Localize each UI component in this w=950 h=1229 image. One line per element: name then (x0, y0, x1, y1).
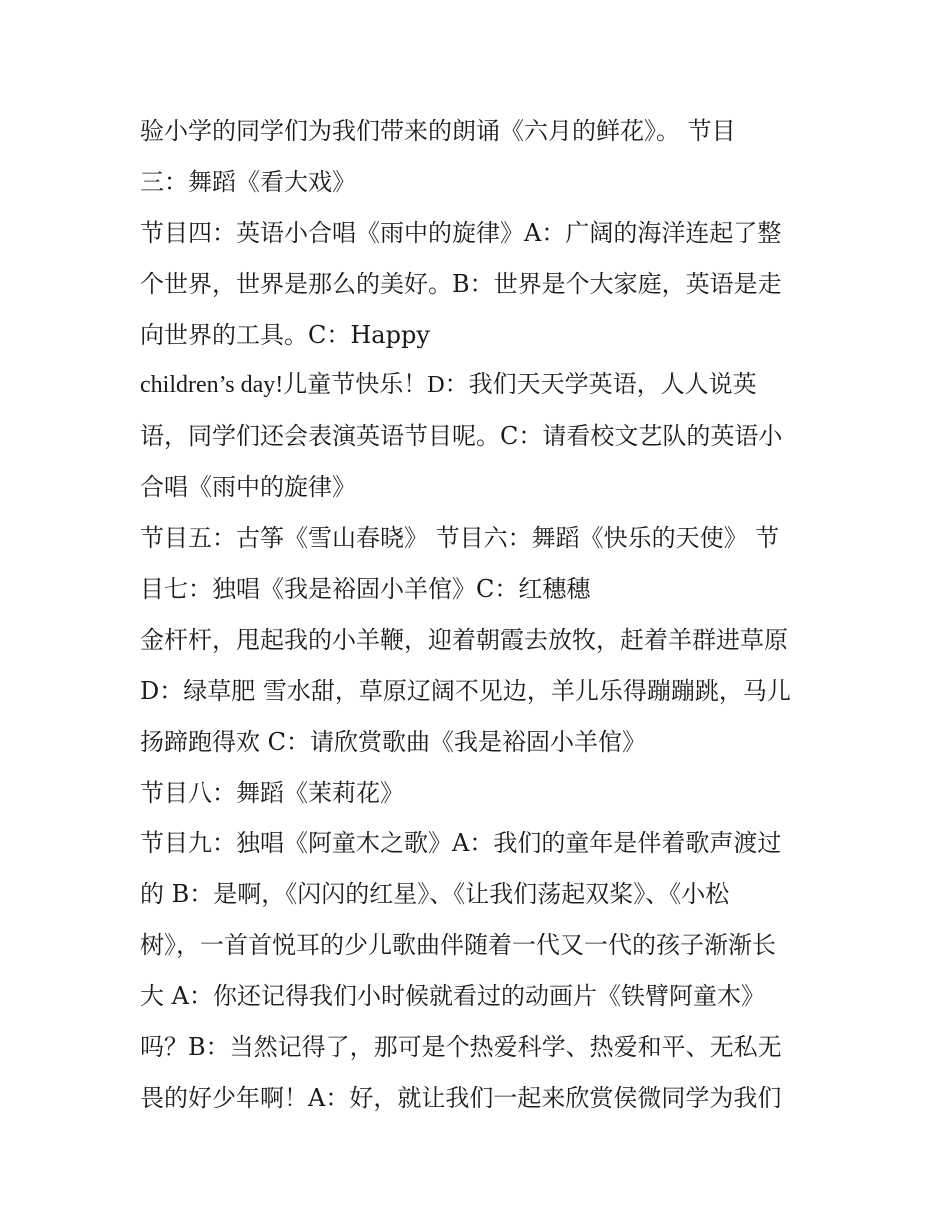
text-line-20: 畏的好少年啊！A：好，就让我们一起来欣赏侯微同学为我们 (140, 1083, 782, 1112)
text-line-8: 合唱《雨中的旋律》 (140, 473, 356, 502)
text-line-2: 三：舞蹈《看大戏》 (140, 167, 356, 196)
text-line-5: 向世界的工具。C：Happy (140, 320, 430, 349)
text-line-15: 节目九：独唱《阿童木之歌》A：我们的童年是伴着歌声渡过 (140, 829, 782, 858)
text-line-10: 目七：独唱《我是裕固小羊倌》C：红穗穗 (140, 575, 591, 604)
text-line-7: 语，同学们还会表演英语节目呢。C：请看校文艺队的英语小 (140, 422, 783, 451)
text-line-19: 吗？B：当然记得了，那可是个热爱科学、热爱和平、无私无 (140, 1033, 782, 1062)
text-line-3: 节目四：英语小合唱《雨中的旋律》A：广阔的海洋连起了整 (140, 218, 782, 247)
document-text-body (140, 106, 830, 1124)
text-line-13: 扬蹄跑得欢 C：请欣赏歌曲《我是裕固小羊倌》 (140, 727, 646, 756)
text-line-9: 节目五：古筝《雪山春晓》 节目六：舞蹈《快乐的天使》 节 (140, 524, 780, 553)
text-line-16: 的 B：是啊，《闪闪的红星》、《让我们荡起双桨》、《小松 (140, 880, 730, 909)
text-line-6: children’s day!儿童节快乐！D：我们天天学英语，人人说英 (140, 372, 757, 399)
text-line-14: 节目八：舞蹈《茉莉花》 (140, 778, 404, 807)
text-line-4: 个世界，世界是那么的美好。B：世界是个大家庭，英语是走 (140, 269, 782, 298)
text-line-17: 树》，一首首悦耳的少儿歌曲伴随着一代又一代的孩子渐渐长 (140, 931, 776, 960)
text-line-12: D：绿草肥 雪水甜，草原辽阔不见边，羊儿乐得蹦蹦跳，马儿 (140, 676, 791, 705)
text-line-18: 大 A：你还记得我们小时候就看过的动画片《铁臂阿童木》 (140, 982, 765, 1011)
text-line-1: 验小学的同学们为我们带来的朗诵《六月的鲜花》。 节目 (140, 117, 736, 145)
text-line-11: 金杆杆，甩起我的小羊鞭，迎着朝霞去放牧，赶着羊群进草原 (140, 625, 788, 654)
